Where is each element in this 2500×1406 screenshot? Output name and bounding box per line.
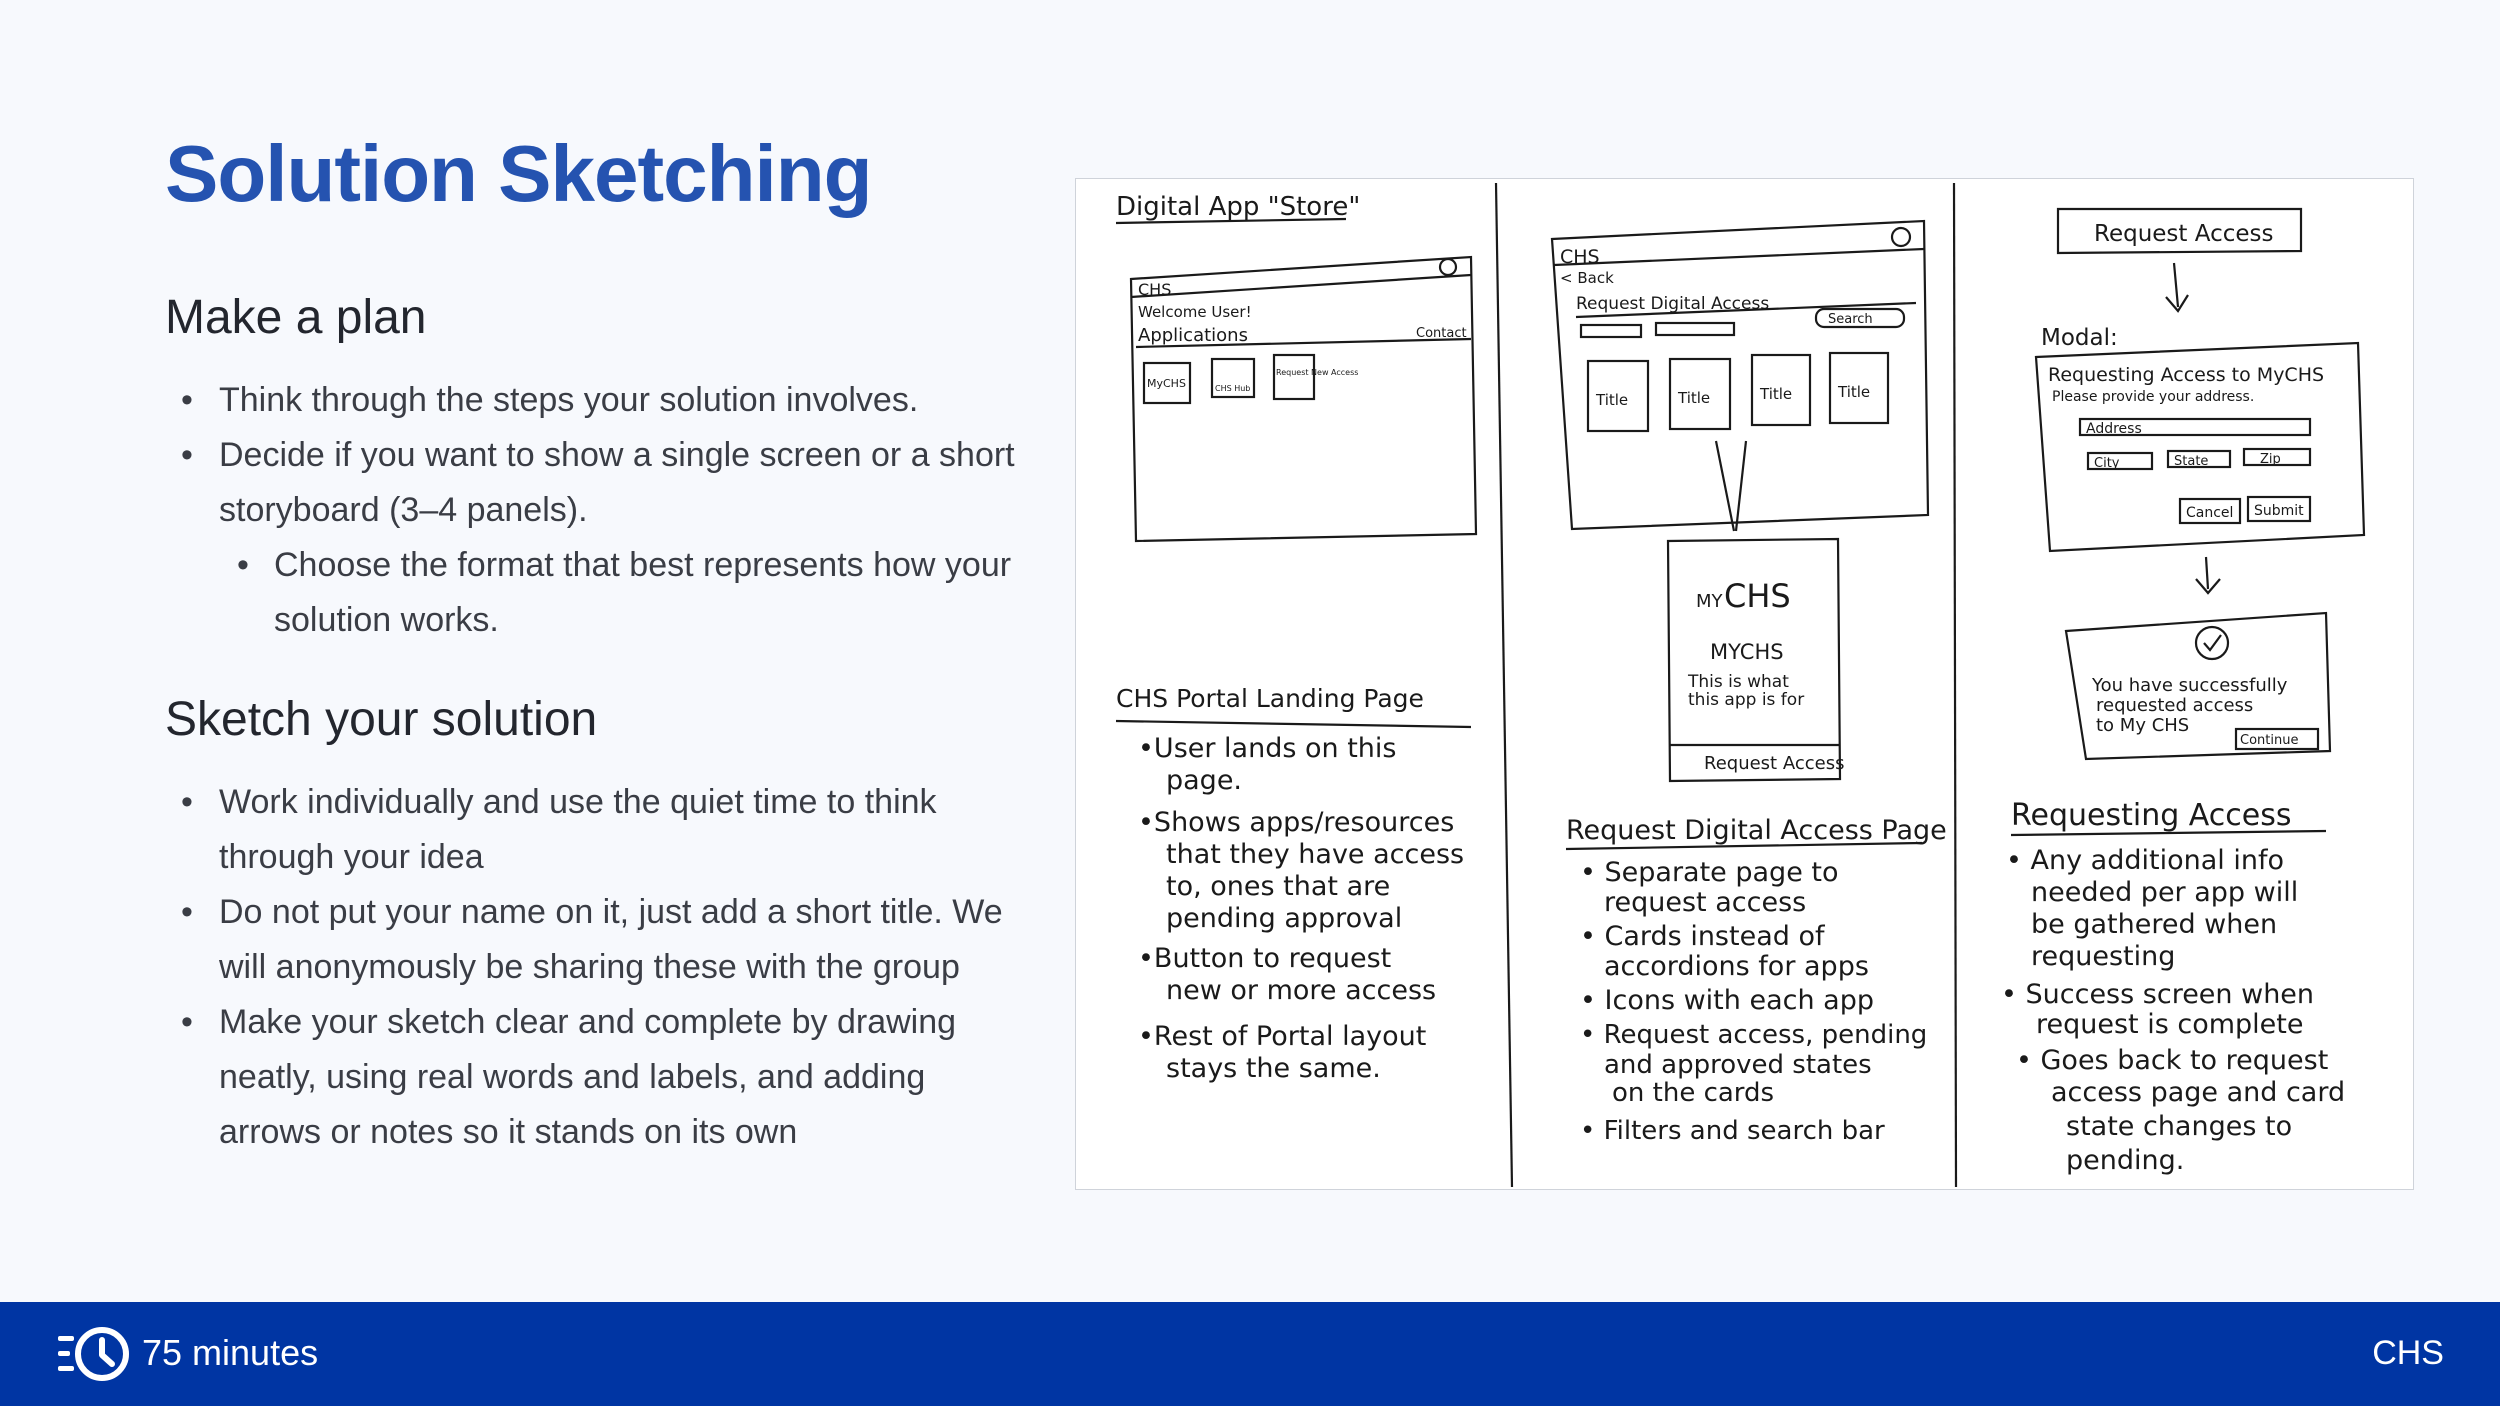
cancel-label: Cancel [2186,505,2234,521]
panel3-note: • Any additional info [2006,845,2284,876]
panel2-caption: Request Digital Access Page [1566,815,1947,846]
checkmark-icon [2196,627,2228,659]
make-a-plan-list [165,373,1025,648]
panel2-note: • Filters and search bar [1580,1116,1885,1146]
panel3-note: needed per app will [2031,877,2299,908]
app-card-title: Title [1760,385,1793,403]
address-field-label: Address [2086,421,2142,437]
panel1-note: pending approval [1166,903,1403,934]
app-tile-label: Request New Access [1276,368,1359,377]
app-cards [1588,353,1888,431]
panel3-note: request is complete [2036,1009,2304,1040]
panel1-note: •User lands on this [1138,733,1397,764]
success-message: to My CHS [2096,715,2190,736]
panel2-note: on the cards [1612,1078,1775,1108]
app-tile [1274,355,1314,399]
sub-bullet-item: • Choose the format that best represents how your solution works. [165,538,1025,648]
panel2-titlebar-line [1554,249,1924,265]
panel1-note: page. [1166,765,1243,796]
detail-request-button: Request Access [1704,753,1845,774]
panel1-note: •Button to request [1138,943,1392,974]
arrow-down-icon [2166,263,2188,311]
instructions-column [165,290,1025,1160]
slide-title: Solution Sketching [165,129,872,218]
panel2-note: accordions for apps [1604,951,1869,982]
sketch-your-solution-list [165,775,1025,1160]
panel2-brand: CHS [1560,246,1600,268]
app-card-title: Title [1678,389,1711,407]
state-field-label: State [2174,454,2209,469]
panel-divider [1496,183,1512,1187]
panel-divider [1954,183,1956,1187]
app-tile-label: CHS Hub [1215,384,1251,393]
callout-line [1736,441,1746,531]
city-field-label: City [2094,456,2120,471]
timer-clock-icon [56,1322,132,1386]
panel1-contact: Contact [1416,326,1467,341]
detail-desc: this app is for [1688,690,1805,710]
user-icon [1440,259,1456,275]
success-message: requested access [2096,695,2254,716]
user-icon [1892,228,1910,246]
panel3-note: access page and card [2051,1077,2346,1108]
detail-logo-prefix: MY [1696,591,1723,612]
sketch-drawing [1076,179,2413,1189]
footer-brand: CHS [2372,1334,2444,1372]
modal-title: Requesting Access to MyCHS [2048,364,2325,386]
panel3-note: • Success screen when [2001,979,2315,1010]
panel1-note: •Shows apps/resources [1138,807,1455,838]
panel1-welcome: Welcome User! [1138,303,1252,321]
detail-desc: This is what [1688,672,1789,692]
arrow-down-icon [2196,557,2220,593]
submit-label: Submit [2254,503,2304,519]
panel2-note: • Icons with each app [1580,985,1874,1016]
underline [1116,721,1471,727]
panel2-back-link: < Back [1560,269,1614,287]
panel1-note: that they have access [1166,839,1465,870]
panel3-note: • Goes back to request [2016,1045,2329,1076]
filter-dropdown [1581,325,1641,337]
panel3-note: requesting [2031,941,2176,972]
panel2-heading: Request Digital Access [1576,294,1770,314]
zip-field-label: Zip [2260,452,2281,467]
panel3-note: pending. [2066,1145,2185,1176]
panel2-note: request access [1604,887,1807,918]
panel3-note: be gathered when [2031,909,2278,940]
detail-app-name: MYCHS [1710,640,1784,664]
bullet-item: • Make your sketch clear and complete by drawing neatly, using real words and labels, and adding arrows or notes so it stands on its own [165,995,1025,1160]
app-card-title: Title [1596,391,1629,409]
panel2-note: and approved states [1604,1050,1872,1080]
panel1-caption: CHS Portal Landing Page [1116,684,1424,713]
bullet-item: • Work individually and use the quiet time to think through your idea [165,775,1025,885]
panel1-titlebar-line [1131,275,1471,297]
duration-label: 75 minutes [142,1332,319,1373]
panel2-screen-frame [1552,221,1928,529]
filter-dropdown [1656,323,1734,335]
panel1-note: to, ones that are [1166,871,1391,902]
panel1-note: stays the same. [1166,1053,1381,1084]
modal-subtitle: Please provide your address. [2052,389,2255,405]
app-tile-label: MyCHS [1147,377,1186,390]
panel3-top-button: Request Access [2094,221,2274,247]
panel1-section: Applications [1138,325,1248,346]
panel3-note: state changes to [2066,1111,2293,1142]
footer-bar [0,1302,2500,1406]
continue-label: Continue [2240,733,2299,748]
panel3-modal-label: Modal: [2041,325,2118,351]
search-button-label: Search [1828,312,1873,327]
checkmark-stroke [2204,635,2221,650]
detail-logo: CHS [1724,577,1791,615]
section-heading-make-a-plan: Make a plan [165,291,427,344]
section-heading-sketch-your-solution: Sketch your solution [165,693,598,746]
panel1-brand: CHS [1138,280,1172,299]
panel2-note: • Cards instead of [1580,921,1825,952]
bullet-item: • Think through the steps your solution involves. [165,373,1025,428]
panel1-note: •Rest of Portal layout [1138,1021,1427,1052]
bullet-item: • Decide if you want to show a single screen or a short storyboard (3–4 panels). [165,428,1025,538]
bullet-item: • Do not put your name on it, just add a short title. We will anonymously be sharing these with the group [165,885,1025,995]
app-card-title: Title [1838,383,1871,401]
panel2-note: • Request access, pending [1580,1020,1928,1050]
panel2-note: • Separate page to [1580,857,1839,888]
panel1-note: new or more access [1166,975,1437,1006]
panel3-caption: Requesting Access [2011,798,2292,833]
panel1-header: Digital App "Store" [1116,192,1361,222]
success-message: You have successfully [2092,675,2288,696]
solution-sketch-image [1075,178,2414,1190]
callout-line [1716,441,1734,531]
